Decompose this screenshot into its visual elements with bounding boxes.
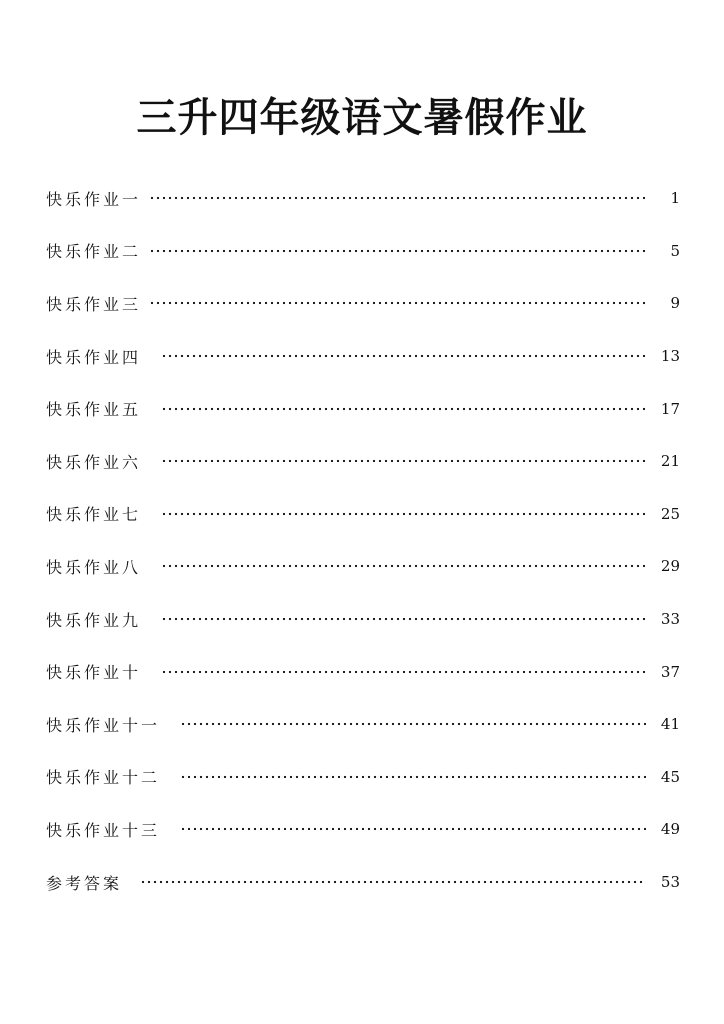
toc-entry-label: 快乐作业五 — [46, 400, 142, 420]
toc-page-number: 29 — [660, 557, 680, 576]
dot-leader — [161, 512, 646, 516]
dot-leader — [161, 564, 646, 568]
toc-entry-label: 快乐作业十一 — [46, 715, 161, 735]
toc-page-number: 45 — [660, 767, 680, 786]
toc-entry[interactable] — [46, 225, 680, 278]
toc-page-number: 37 — [660, 662, 680, 681]
dot-leader — [149, 301, 646, 305]
toc-page-number: 53 — [660, 873, 680, 892]
toc-entry-label: 快乐作业八 — [46, 557, 142, 577]
toc-entry-label: 快乐作业二 — [46, 242, 142, 262]
toc-page-number: 25 — [660, 504, 680, 523]
dot-leader — [161, 617, 646, 621]
toc-page-number: 13 — [660, 347, 680, 366]
toc-entry[interactable] — [46, 645, 680, 698]
toc-entry[interactable] — [46, 593, 680, 646]
toc-entry[interactable] — [46, 382, 680, 435]
toc-entry[interactable] — [46, 751, 680, 804]
dot-leader — [161, 354, 646, 358]
toc-page-number: 5 — [670, 241, 680, 260]
toc-entry-label: 快乐作业九 — [46, 610, 142, 630]
toc-page-number: 33 — [660, 610, 680, 629]
dot-leader — [180, 827, 646, 831]
toc-entry[interactable] — [46, 540, 680, 593]
toc-page-number: 41 — [660, 715, 680, 734]
toc-entry[interactable] — [46, 698, 680, 751]
toc-entry-label: 快乐作业六 — [46, 452, 142, 472]
toc-entry[interactable] — [46, 330, 680, 383]
toc-entry[interactable] — [46, 488, 680, 541]
dot-leader — [180, 775, 646, 779]
dot-leader — [149, 249, 646, 253]
toc-entry-label: 快乐作业十二 — [46, 768, 161, 788]
toc-entry-label: 快乐作业一 — [46, 189, 142, 209]
table-of-contents — [46, 172, 680, 908]
toc-entry[interactable] — [46, 277, 680, 330]
toc-entry-label: 快乐作业三 — [46, 294, 142, 314]
page-title: 三升四年级语文暑假作业 — [136, 94, 588, 141]
toc-entry-label: 快乐作业四 — [46, 347, 142, 367]
toc-entry-label: 快乐作业七 — [46, 505, 142, 525]
dot-leader — [161, 407, 646, 411]
dot-leader — [161, 459, 646, 463]
toc-entry[interactable] — [46, 435, 680, 488]
toc-page-number: 17 — [660, 399, 680, 418]
toc-entry-label: 快乐作业十三 — [46, 820, 161, 840]
dot-leader — [140, 880, 646, 884]
toc-page-number: 9 — [670, 294, 680, 313]
toc-page-number: 1 — [670, 189, 680, 208]
toc-page-number: 49 — [660, 820, 680, 839]
toc-entry-label: 快乐作业十 — [46, 663, 142, 683]
toc-entry-label: 参考答案 — [46, 873, 123, 893]
toc-entry[interactable] — [46, 856, 680, 909]
dot-leader — [149, 196, 646, 200]
toc-entry[interactable] — [46, 803, 680, 856]
toc-page-number: 21 — [660, 452, 680, 471]
dot-leader — [161, 670, 646, 674]
toc-entry[interactable] — [46, 172, 680, 225]
dot-leader — [180, 722, 646, 726]
